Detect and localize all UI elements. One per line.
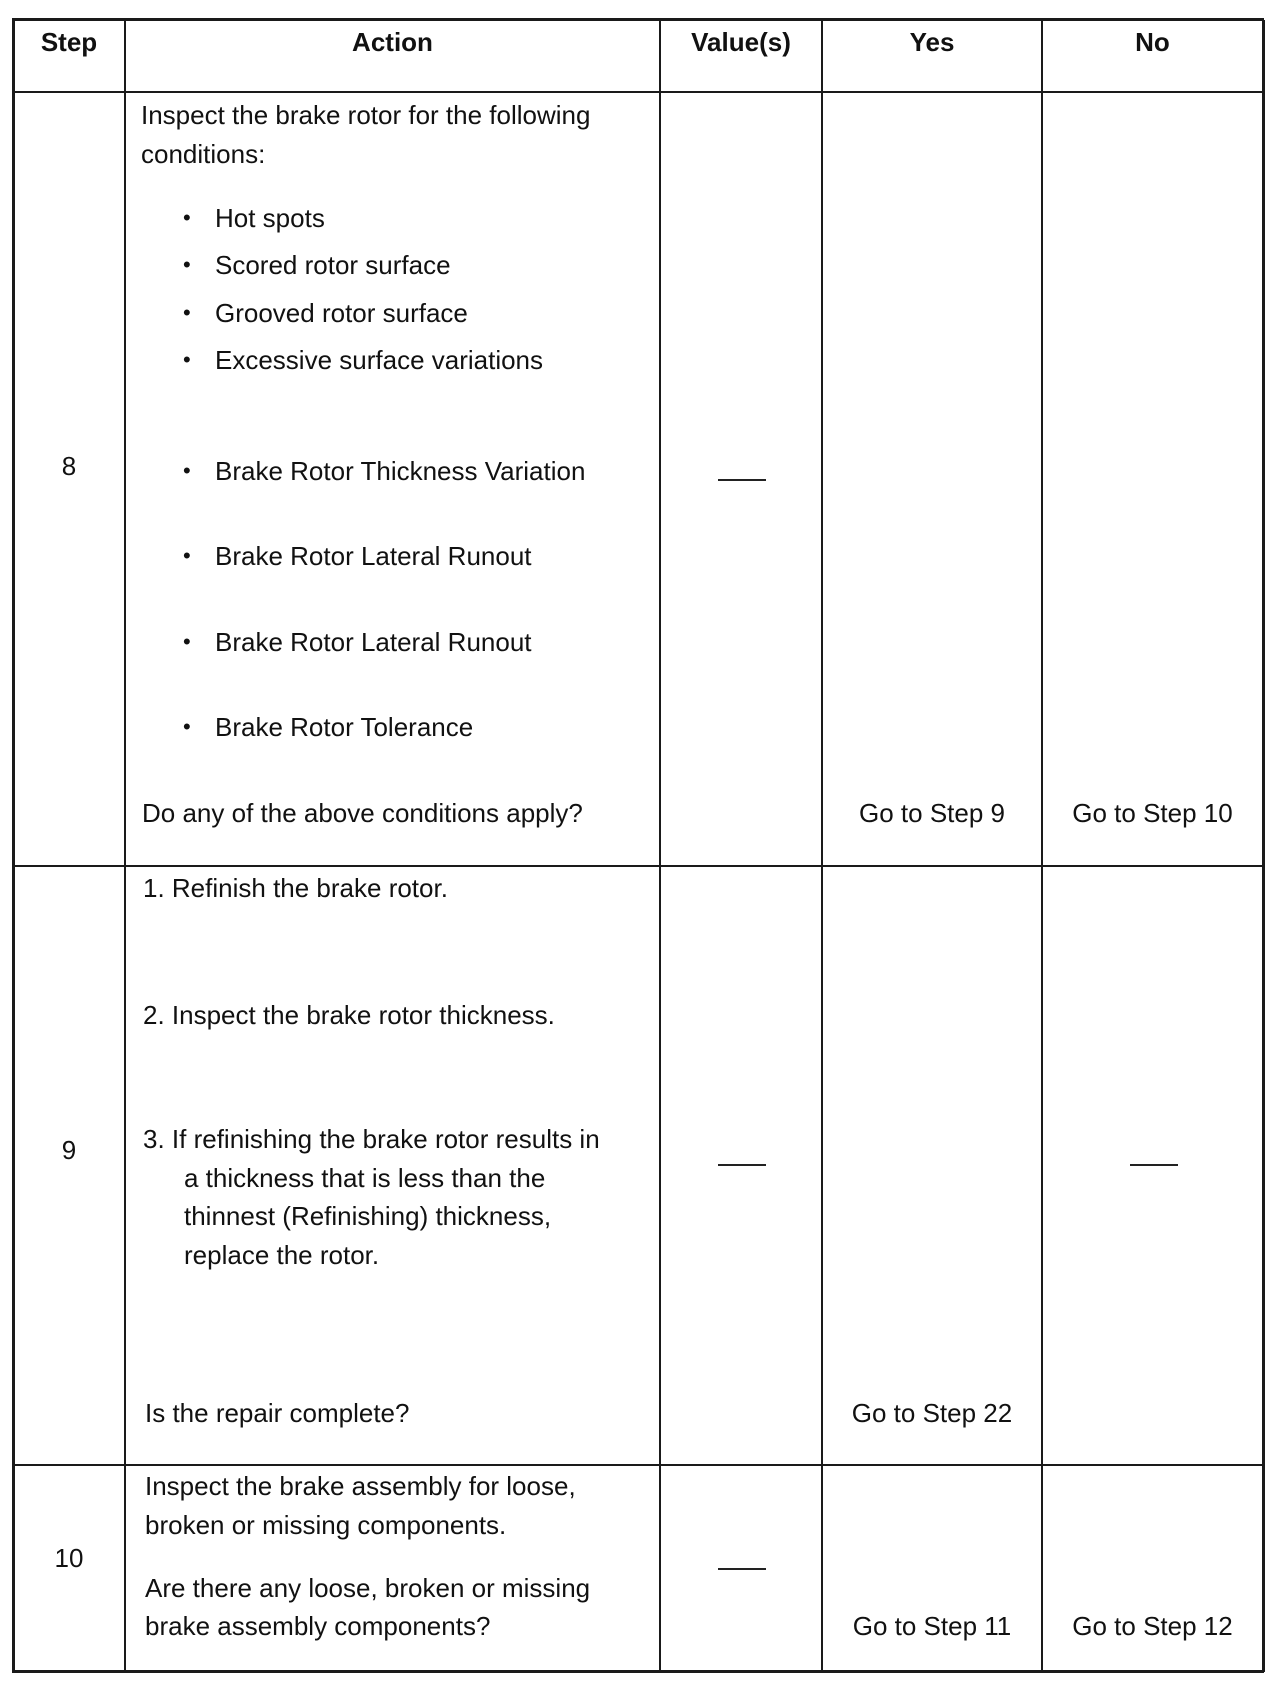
header-yes: Yes: [909, 27, 955, 57]
row-9-values-dash: [718, 1164, 766, 1166]
header-action: Action: [352, 27, 433, 57]
col-divider-yes-no: [1041, 20, 1043, 1672]
list-item: Brake Rotor Tolerance: [215, 712, 474, 742]
row-8-intro-line2: conditions:: [141, 139, 266, 169]
table-left-border: [12, 20, 15, 1672]
row-8-values-dash: [718, 479, 766, 481]
table-right-border: [1262, 20, 1265, 1672]
row-9-item3-line4: replace the rotor.: [184, 1240, 380, 1270]
list-item: Brake Rotor Thickness Variation: [215, 456, 586, 486]
row-10-question-line1: Are there any loose, broken or missing: [145, 1573, 591, 1603]
list-item: Grooved rotor surface: [215, 298, 468, 328]
list-item: Scored rotor surface: [215, 250, 451, 280]
bullet-icon: •: [183, 252, 191, 277]
bullet-icon: •: [183, 300, 191, 325]
bullet-icon: •: [183, 347, 191, 372]
row-9-item3-line1: 3. If refinishing the brake rotor results in: [143, 1124, 600, 1154]
row-10-yes: Go to Step 11: [852, 1611, 1012, 1641]
row-9-item1: 1. Refinish the brake rotor.: [143, 873, 448, 903]
row-8-step: 8: [61, 451, 77, 481]
col-divider-step-action: [124, 20, 126, 1672]
row-8-question: Do any of the above conditions apply?: [142, 798, 583, 828]
row-9-step: 9: [61, 1135, 77, 1165]
row-9-item3-line3: thinnest (Refinishing) thickness,: [184, 1201, 552, 1231]
row-10-values-dash: [718, 1568, 766, 1570]
row-10-question-line2: brake assembly components?: [145, 1611, 491, 1641]
row-8-yes: Go to Step 9: [859, 798, 1005, 828]
row-8-intro-line1: Inspect the brake rotor for the following: [141, 100, 591, 130]
header-values: Value(s): [691, 27, 791, 57]
list-item: Hot spots: [215, 203, 325, 233]
row-10-no: Go to Step 12: [1072, 1611, 1233, 1641]
row-divider-8-9: [12, 865, 1264, 867]
row-divider-9-10: [12, 1464, 1264, 1466]
row-9-question: Is the repair complete?: [145, 1398, 410, 1428]
row-10-line1: Inspect the brake assembly for loose,: [145, 1471, 576, 1501]
bullet-icon: •: [183, 629, 191, 654]
bullet-icon: •: [183, 205, 191, 230]
bullet-icon: •: [183, 543, 191, 568]
row-10-step: 10: [54, 1543, 84, 1573]
row-9-item3-line2: a thickness that is less than the: [184, 1163, 546, 1193]
row-9-no-dash: [1130, 1164, 1178, 1166]
header-step: Step: [40, 27, 98, 57]
list-item: Brake Rotor Lateral Runout: [215, 627, 532, 657]
row-9-item2: 2. Inspect the brake rotor thickness.: [143, 1000, 555, 1030]
row-10-line2: broken or missing components.: [145, 1510, 507, 1540]
col-divider-action-values: [659, 20, 661, 1672]
bullet-icon: •: [183, 714, 191, 739]
table-top-border: [12, 18, 1264, 21]
bullet-icon: •: [183, 458, 191, 483]
list-item: Brake Rotor Lateral Runout: [215, 541, 532, 571]
list-item: Excessive surface variations: [215, 345, 544, 375]
header-divider: [12, 91, 1264, 93]
header-no: No: [1135, 27, 1170, 57]
table-bottom-border: [12, 1670, 1264, 1673]
row-8-no: Go to Step 10: [1072, 798, 1233, 828]
row-9-yes: Go to Step 22: [851, 1398, 1013, 1428]
